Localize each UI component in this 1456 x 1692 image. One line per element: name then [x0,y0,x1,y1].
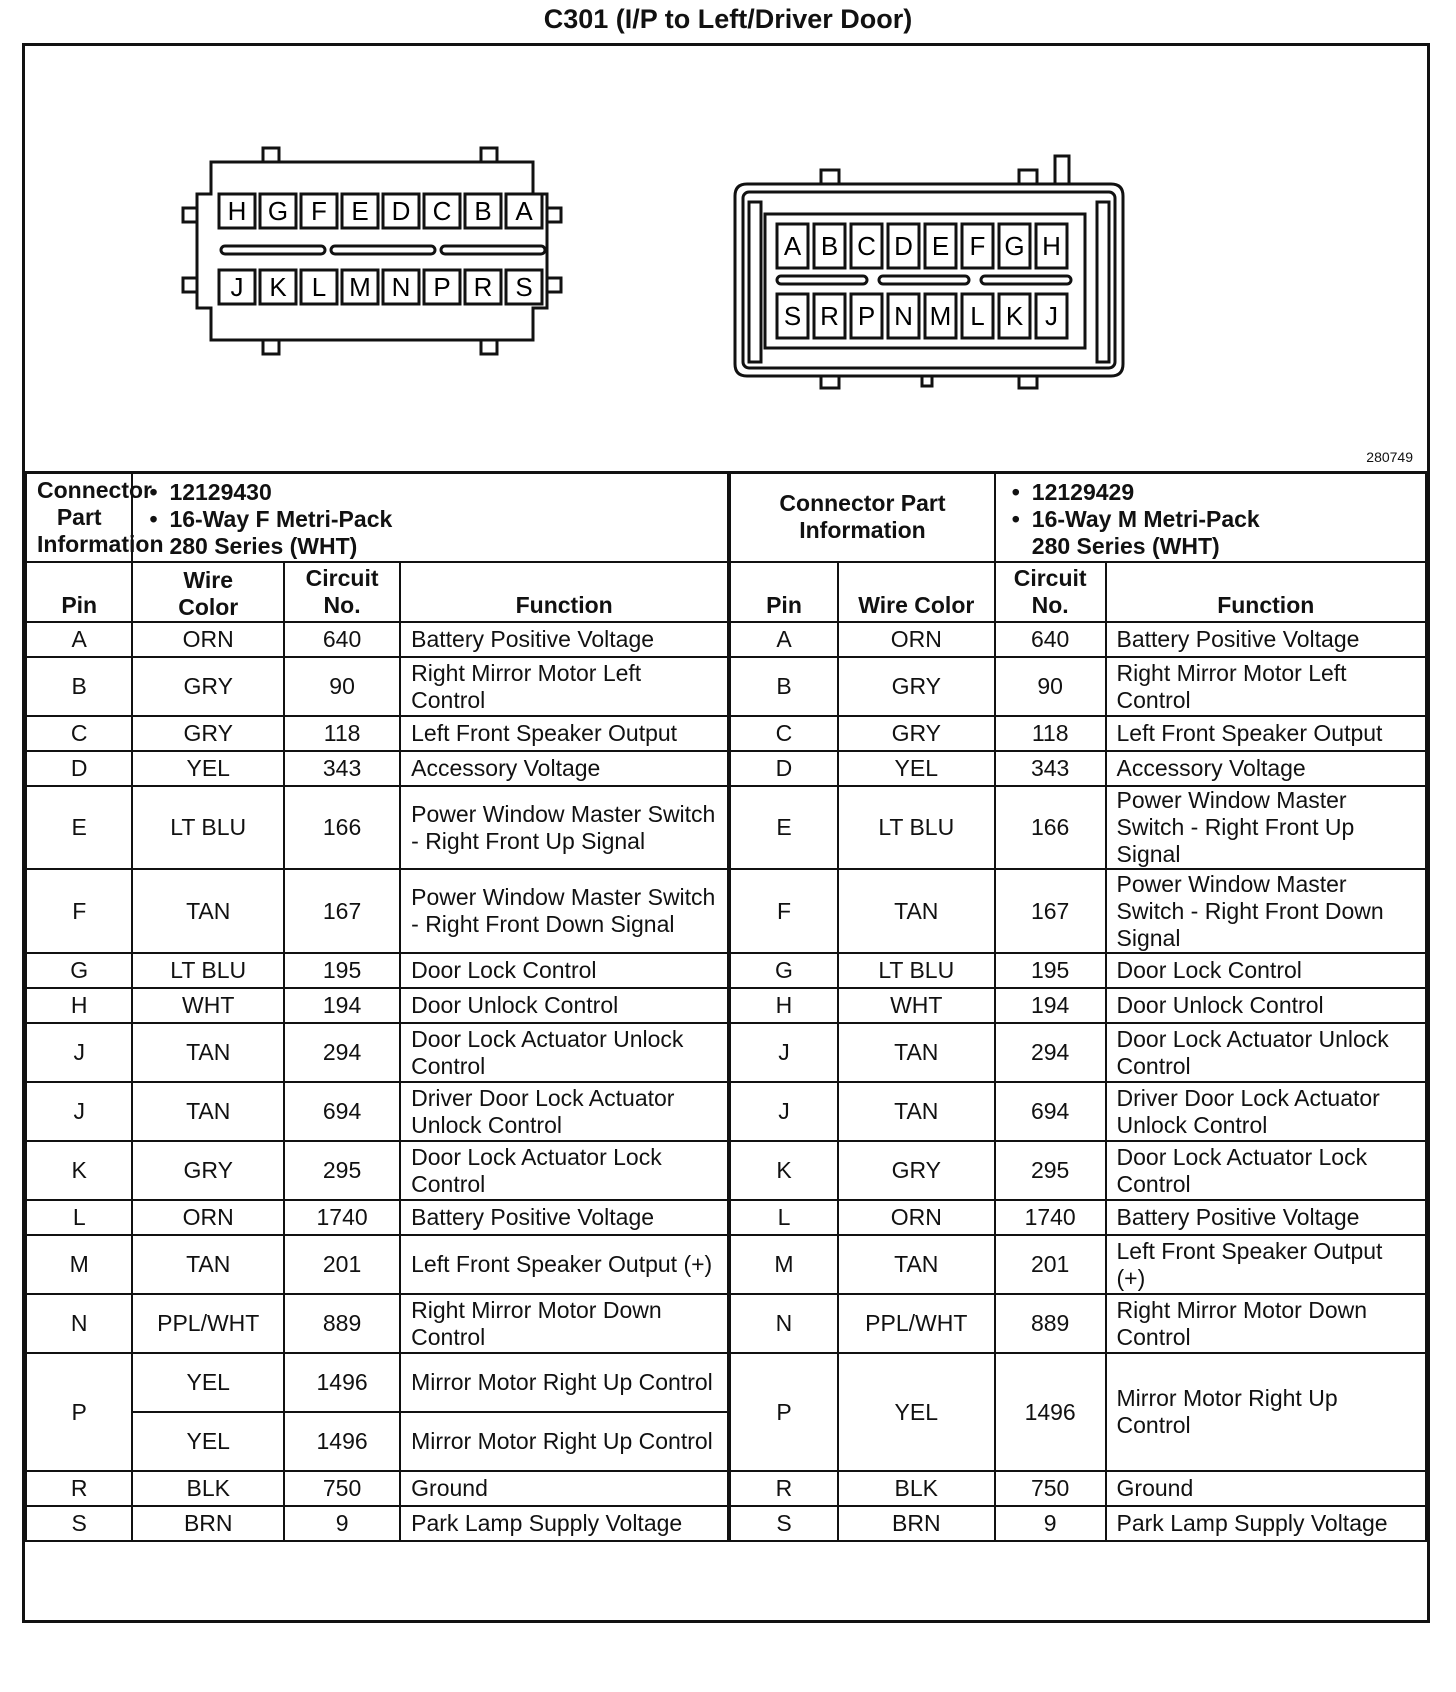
female-pin-label: D [391,196,411,226]
wire-color-cell: YEL [838,751,995,786]
table-row [26,716,1426,751]
circuit-cell: 1740 [284,1200,400,1235]
left-part-description: • 16-Way F Metri-Pack 280 Series (WHT) [143,506,419,560]
wire-color-cell: WHT [838,988,995,1023]
function-cell: Power Window Master Switch - Right Front Down Signal [400,869,729,953]
pin-cell: F [26,869,132,953]
male-pin-label: G [1004,231,1025,261]
wire-color-cell: LT BLU [132,953,284,988]
pin-cell: N [729,1294,838,1353]
pin-cell: L [26,1200,132,1235]
male-pin-label: C [857,231,876,261]
circuit-cell: 1496 [995,1353,1106,1471]
table-row [26,786,1426,869]
wire-color-cell: TAN [838,1023,995,1082]
circuit-cell: 9 [284,1506,400,1541]
male-pin-label: K [1005,301,1024,331]
right-part-description: • 16-Way M Metri-Pack 280 Series (WHT) [1006,506,1282,560]
circuit-cell: 195 [284,953,400,988]
function-cell: Park Lamp Supply Voltage [400,1506,729,1541]
wire-color-cell: ORN [838,622,995,657]
function-cell: Left Front Speaker Output [400,716,729,751]
table-row [26,1235,1426,1294]
function-cell: Right Mirror Motor Left Control [1106,657,1426,716]
function-cell: Battery Positive Voltage [400,622,729,657]
function-cell: Power Window Master Switch - Right Front Down Signal [1106,869,1426,953]
function-cell: Ground [400,1471,729,1506]
function-cell: Battery Positive Voltage [1106,1200,1426,1235]
pin-cell: K [729,1141,838,1200]
header-pin: Pin [26,562,132,622]
pin-cell: N [26,1294,132,1353]
female-pin-label: J [230,272,244,302]
table-row [26,657,1426,716]
page-title: C301 (I/P to Left/Driver Door) [543,4,913,34]
pin-cell: S [729,1506,838,1541]
circuit-cell: 201 [284,1235,400,1294]
header-row [26,562,1426,622]
male-pin-label: D [894,231,913,261]
female-pin-label: L [311,272,327,302]
function-cell: Door Lock Actuator Lock Control [1106,1141,1426,1200]
wire-color-cell: ORN [838,1200,995,1235]
pin-cell: S [26,1506,132,1541]
circuit-cell: 9 [995,1506,1106,1541]
male-pin-label: F [969,231,986,261]
pin-cell: J [26,1023,132,1082]
pin-cell: D [729,751,838,786]
function-cell: Battery Positive Voltage [400,1200,729,1235]
pin-cell: H [729,988,838,1023]
function-cell: Accessory Voltage [400,751,729,786]
wire-color-cell: TAN [838,1235,995,1294]
pin-cell: E [729,786,838,869]
wire-color-cell: TAN [132,1235,284,1294]
circuit-cell: 343 [284,751,400,786]
wire-color-cell: GRY [838,716,995,751]
circuit-cell: 166 [284,786,400,869]
wire-color-cell: WHT [132,988,284,1023]
function-cell: Mirror Motor Right Up Control [1106,1353,1426,1471]
circuit-cell: 118 [284,716,400,751]
pin-cell: C [26,716,132,751]
wire-color-cell: ORN [132,1200,284,1235]
pin-cell: G [26,953,132,988]
header-circuit-no: Circuit No. [284,562,400,622]
function-cell: Door Lock Actuator Unlock Control [400,1023,729,1082]
pin-cell: R [26,1471,132,1506]
table-row [26,1294,1426,1353]
pin-cell: A [729,622,838,657]
male-pin-label: J [1045,301,1058,331]
function-cell: Power Window Master Switch - Right Front Up Signal [400,786,729,869]
circuit-cell: 640 [995,622,1106,657]
function-cell: Door Lock Actuator Unlock Control [1106,1023,1426,1082]
circuit-cell: 194 [284,988,400,1023]
pin-cell: L [729,1200,838,1235]
pin-cell: D [26,751,132,786]
female-pin-label: N [391,272,411,302]
female-pin-label: S [515,272,533,302]
female-pin-label: M [349,272,371,302]
pin-cell: J [26,1082,132,1141]
circuit-cell: 295 [284,1141,400,1200]
function-cell: Right Mirror Motor Down Control [1106,1294,1426,1353]
circuit-cell: 294 [995,1023,1106,1082]
wire-color-cell: PPL/WHT [838,1294,995,1353]
function-cell: Right Mirror Motor Left Control [400,657,729,716]
wire-color-cell: BRN [838,1506,995,1541]
pin-cell: B [729,657,838,716]
wire-color-cell: GRY [838,657,995,716]
pin-cell: F [729,869,838,953]
female-pin-label: E [351,196,369,226]
male-pin-label: N [894,301,913,331]
circuit-cell: 201 [995,1235,1106,1294]
female-connector [183,148,561,354]
function-cell: Park Lamp Supply Voltage [1106,1506,1426,1541]
wire-color-cell: YEL [132,1353,284,1412]
function-cell: Left Front Speaker Output (+) [1106,1235,1426,1294]
pin-cell: R [729,1471,838,1506]
pin-cell: M [729,1235,838,1294]
pin-cell: B [26,657,132,716]
wire-color-cell: BLK [132,1471,284,1506]
circuit-cell: 343 [995,751,1106,786]
function-cell: Door Unlock Control [1106,988,1426,1023]
pin-cell: E [26,786,132,869]
circuit-cell: 166 [995,786,1106,869]
pin-cell: H [26,988,132,1023]
wire-color-cell: LT BLU [838,953,995,988]
wire-color-cell: TAN [132,1023,284,1082]
male-pin-label: R [820,301,839,331]
right-part-label: Connector Part Information [729,472,995,562]
wire-color-cell: ORN [132,622,284,657]
female-pin-label: R [473,272,493,302]
function-cell: Door Lock Control [400,953,729,988]
circuit-cell: 694 [995,1082,1106,1141]
table-row [26,988,1426,1023]
female-pin-label: P [433,272,451,302]
circuit-cell: 194 [995,988,1106,1023]
female-pin-label: F [311,196,327,226]
left-part-info [132,472,729,562]
function-cell: Driver Door Lock Actuator Unlock Control [1106,1082,1426,1141]
wire-color-cell: TAN [132,869,284,953]
male-connector [735,156,1123,388]
table-row [26,622,1426,657]
table-row [26,953,1426,988]
table-row [26,1200,1426,1235]
function-cell: Accessory Voltage [1106,751,1426,786]
wire-color-cell: GRY [132,716,284,751]
circuit-cell: 1740 [995,1200,1106,1235]
circuit-cell: 195 [995,953,1106,988]
pin-cell: K [26,1141,132,1200]
circuit-cell: 1496 [284,1412,400,1471]
function-cell: Left Front Speaker Output [1106,716,1426,751]
circuit-cell: 694 [284,1082,400,1141]
wire-color-cell: LT BLU [132,786,284,869]
right-part-number: • 12129429 [1006,479,1415,506]
male-pin-label: L [970,301,985,331]
table-row [26,1506,1426,1541]
female-pin-label: K [269,272,287,302]
circuit-cell: 889 [995,1294,1106,1353]
figure-number: 280749 [1366,449,1413,465]
wire-color-cell: TAN [132,1082,284,1141]
male-pin-label: A [783,231,802,261]
connector-table-frame [22,43,1430,1623]
part-info-row [26,472,1426,562]
circuit-cell: 118 [995,716,1106,751]
header-function: Function [1106,562,1426,622]
function-cell: Power Window Master Switch - Right Front Up Signal [1106,786,1426,869]
wire-color-cell: BRN [132,1506,284,1541]
circuit-cell: 90 [284,657,400,716]
circuit-cell: 167 [995,869,1106,953]
circuit-cell: 1496 [284,1353,400,1412]
header-wire-color: Wire Color [132,562,284,622]
pin-cell: M [26,1235,132,1294]
wire-color-cell: YEL [132,1412,284,1471]
circuit-cell: 750 [995,1471,1106,1506]
male-pin-label: M [929,301,952,331]
circuit-cell: 294 [284,1023,400,1082]
pin-cell: G [729,953,838,988]
header-pin: Pin [729,562,838,622]
pinout-table [25,471,1427,1542]
function-cell: Left Front Speaker Output (+) [400,1235,729,1294]
wire-color-cell: PPL/WHT [132,1294,284,1353]
pin-cell: A [26,622,132,657]
circuit-cell: 750 [284,1471,400,1506]
pin-cell: P [26,1353,132,1471]
table-row [26,1082,1426,1141]
wire-color-cell: GRY [132,1141,284,1200]
male-pin-label: H [1042,231,1061,261]
table-row [26,1353,1426,1412]
female-pin-label: G [267,196,289,226]
male-pin-label: B [820,231,839,261]
pin-cell: J [729,1082,838,1141]
wire-color-cell: LT BLU [838,786,995,869]
female-pin-label: B [474,196,492,226]
connector-drawing [25,46,1427,471]
function-cell: Door Lock Actuator Lock Control [400,1141,729,1200]
circuit-cell: 295 [995,1141,1106,1200]
function-cell: Mirror Motor Right Up Control [400,1353,729,1412]
wire-color-cell: YEL [132,751,284,786]
pin-cell: C [729,716,838,751]
function-cell: Door Unlock Control [400,988,729,1023]
table-row [26,1023,1426,1082]
male-pin-label: P [857,301,876,331]
table-row [26,1471,1426,1506]
function-cell: Battery Positive Voltage [1106,622,1426,657]
function-cell: Ground [1106,1471,1426,1506]
table-row [26,869,1426,953]
wire-color-cell: TAN [838,869,995,953]
right-part-info [995,472,1426,562]
wire-color-cell: GRY [838,1141,995,1200]
pin-cell: J [729,1023,838,1082]
pinout-rows [26,622,1426,1541]
wire-color-cell: BLK [838,1471,995,1506]
left-part-label: Connector Part Information [26,472,132,562]
function-cell: Right Mirror Motor Down Control [400,1294,729,1353]
table-row [26,751,1426,786]
function-cell: Mirror Motor Right Up Control [400,1412,729,1471]
wire-color-cell: GRY [132,657,284,716]
female-pin-label: H [227,196,247,226]
circuit-cell: 90 [995,657,1106,716]
pin-cell: P [729,1353,838,1471]
left-part-number: • 12129430 [143,479,717,506]
function-cell: Door Lock Control [1106,953,1426,988]
header-function: Function [400,562,729,622]
header-wire-color: Wire Color [838,562,995,622]
female-pin-label: C [432,196,452,226]
male-pin-label: S [783,301,802,331]
circuit-cell: 167 [284,869,400,953]
connector-diagram [25,46,1427,474]
female-pin-label: A [515,196,533,226]
table-row [26,1141,1426,1200]
circuit-cell: 640 [284,622,400,657]
wire-color-cell: YEL [838,1353,995,1471]
circuit-cell: 889 [284,1294,400,1353]
header-circuit-no: Circuit No. [995,562,1106,622]
function-cell: Driver Door Lock Actuator Unlock Control [400,1082,729,1141]
wire-color-cell: TAN [838,1082,995,1141]
male-pin-label: E [931,231,950,261]
